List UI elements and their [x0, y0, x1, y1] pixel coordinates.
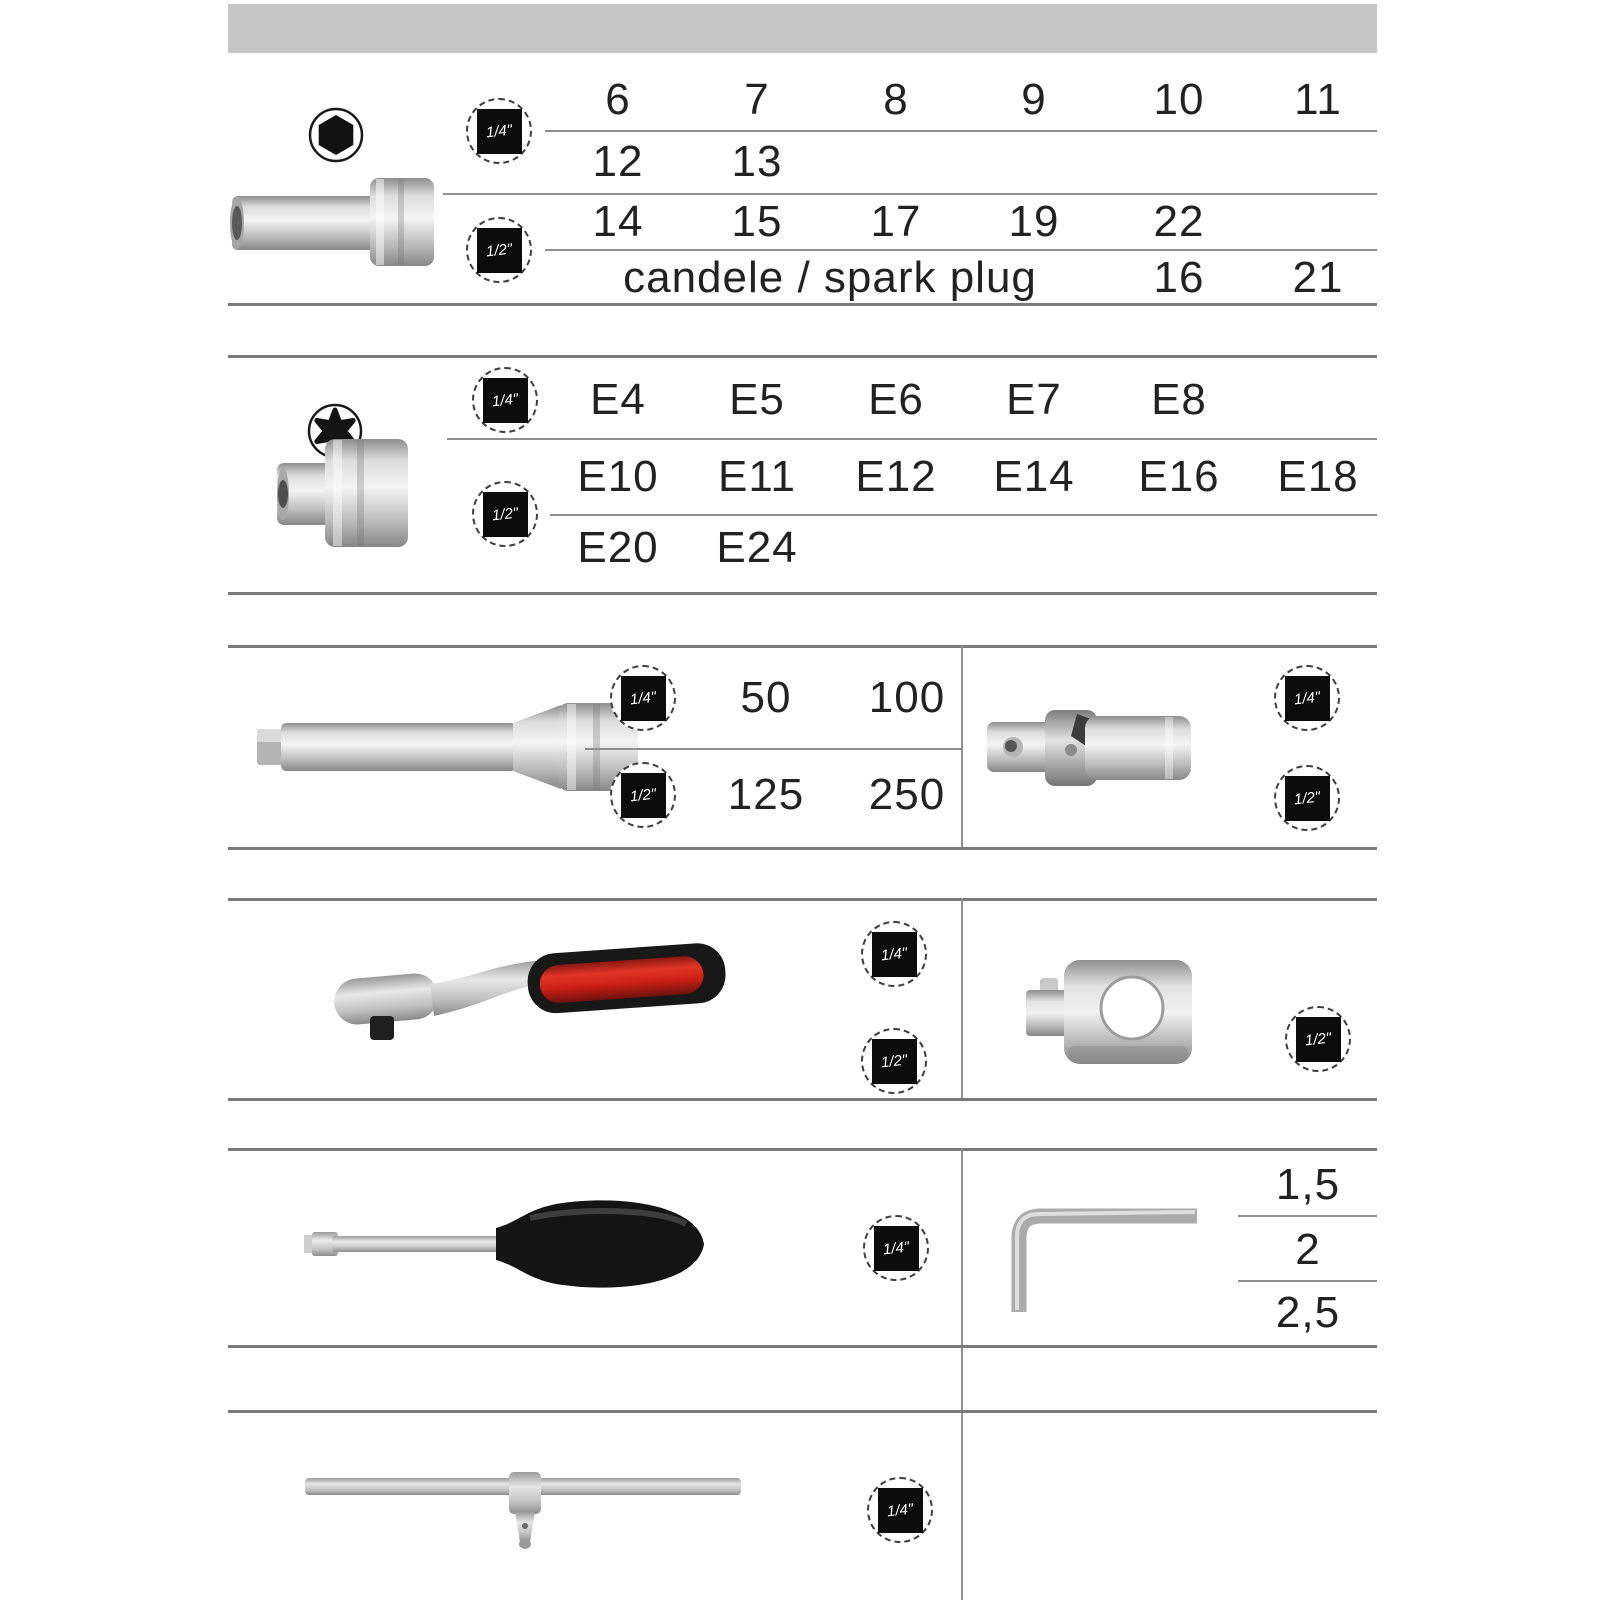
socket-size: 17 — [870, 197, 922, 246]
socket-size: 6 — [605, 75, 631, 124]
quarter-inch-stamp: 1/4" — [872, 932, 917, 977]
socket-size: 22 — [1153, 197, 1205, 246]
hex-key-size: 2,5 — [1275, 1288, 1341, 1337]
socket-size: 10 — [1153, 75, 1205, 124]
quarter-inch-stamp: 1/4" — [874, 1226, 919, 1271]
sliding-t-bar-image — [303, 1468, 748, 1561]
deep-socket-image — [228, 176, 438, 273]
quarter-inch-stamp: 1/4" — [1285, 676, 1330, 721]
half-inch-stamp: 1/2" — [483, 492, 528, 537]
drive-badge-quarter-inch — [610, 665, 676, 731]
spinner-handle-image — [278, 1188, 708, 1305]
column-divider — [961, 1148, 963, 1600]
section-border — [228, 303, 1377, 306]
header-bar — [228, 4, 1377, 53]
section-border — [228, 847, 1377, 850]
torx-size: E5 — [729, 375, 785, 424]
divider — [1238, 1280, 1377, 1282]
section-border — [228, 1098, 1377, 1101]
divider — [443, 193, 1377, 195]
torx-size: E16 — [1138, 452, 1220, 501]
torx-size: E20 — [577, 523, 659, 572]
socket-size: 16 — [1153, 253, 1205, 302]
torx-size: E10 — [577, 452, 659, 501]
spark-plug-label: candele / spark plug — [623, 253, 1037, 302]
section-border — [228, 592, 1377, 595]
half-inch-stamp: 1/2" — [621, 773, 666, 818]
hex-key-image — [1005, 1200, 1205, 1323]
socket-size: 12 — [592, 137, 644, 186]
socket-size: 21 — [1292, 253, 1344, 302]
socket-size: 13 — [731, 137, 783, 186]
divider — [585, 748, 961, 750]
socket-size: 15 — [731, 197, 783, 246]
drive-badge-quarter-inch — [466, 98, 532, 164]
half-inch-stamp: 1/2" — [872, 1039, 917, 1084]
torx-size: E18 — [1277, 452, 1359, 501]
torx-size: E7 — [1006, 375, 1062, 424]
torx-size: E6 — [868, 375, 924, 424]
torx-size: E14 — [993, 452, 1075, 501]
section-border — [228, 645, 1377, 648]
socket-size: 11 — [1294, 75, 1342, 124]
socket-size: 19 — [1008, 197, 1060, 246]
divider — [545, 130, 1377, 132]
drive-badge-quarter-inch — [867, 1477, 933, 1543]
drive-badge-half-inch — [861, 1028, 927, 1094]
torx-size: E11 — [717, 452, 797, 501]
section-border — [228, 1410, 1377, 1413]
divider — [1238, 1215, 1377, 1217]
divider — [545, 249, 1377, 251]
drive-badge-half-inch — [466, 217, 532, 283]
adapter-image — [1020, 948, 1200, 1078]
drive-badge-quarter-inch — [1274, 665, 1340, 731]
hex-key-size: 1,5 — [1275, 1160, 1341, 1209]
torx-socket-image — [275, 437, 410, 554]
column-divider — [961, 645, 963, 847]
half-inch-stamp: 1/2" — [1296, 1017, 1341, 1062]
drive-badge-half-inch — [1285, 1006, 1351, 1072]
quarter-inch-stamp: 1/4" — [878, 1488, 923, 1533]
hex-bit-icon — [306, 105, 366, 170]
torx-size: E8 — [1151, 375, 1207, 424]
hex-key-size: 2 — [1295, 1225, 1321, 1274]
extension-length: 100 — [868, 673, 946, 722]
section-border — [228, 1148, 1377, 1151]
socket-size: 14 — [592, 197, 644, 246]
quarter-inch-stamp: 1/4" — [621, 676, 666, 721]
torx-size: E4 — [590, 375, 646, 424]
socket-size: 7 — [744, 75, 770, 124]
drive-badge-half-inch — [1274, 765, 1340, 831]
section-border — [228, 898, 1377, 901]
extension-length: 250 — [868, 770, 946, 819]
drive-badge-quarter-inch — [472, 367, 538, 433]
extension-bar-image — [255, 695, 640, 805]
divider — [447, 438, 1377, 440]
extension-length: 125 — [727, 770, 805, 819]
half-inch-stamp: 1/2" — [477, 228, 522, 273]
drive-badge-quarter-inch — [863, 1215, 929, 1281]
section-border — [228, 355, 1377, 358]
torx-size: E24 — [716, 523, 798, 572]
socket-size: 9 — [1021, 75, 1047, 124]
section-border — [228, 1345, 1377, 1348]
half-inch-stamp: 1/2" — [1285, 776, 1330, 821]
quarter-inch-stamp: 1/4" — [477, 109, 522, 154]
divider — [550, 514, 1377, 516]
drive-badge-quarter-inch — [861, 921, 927, 987]
drive-badge-half-inch — [610, 762, 676, 828]
universal-joint-image — [985, 696, 1195, 805]
quarter-inch-stamp: 1/4" — [483, 378, 528, 423]
drive-badge-half-inch — [472, 481, 538, 547]
ratchet-image — [330, 938, 730, 1053]
socket-size: 8 — [883, 75, 909, 124]
column-divider — [961, 898, 963, 1098]
extension-length: 50 — [740, 673, 792, 722]
torx-size: E12 — [855, 452, 937, 501]
